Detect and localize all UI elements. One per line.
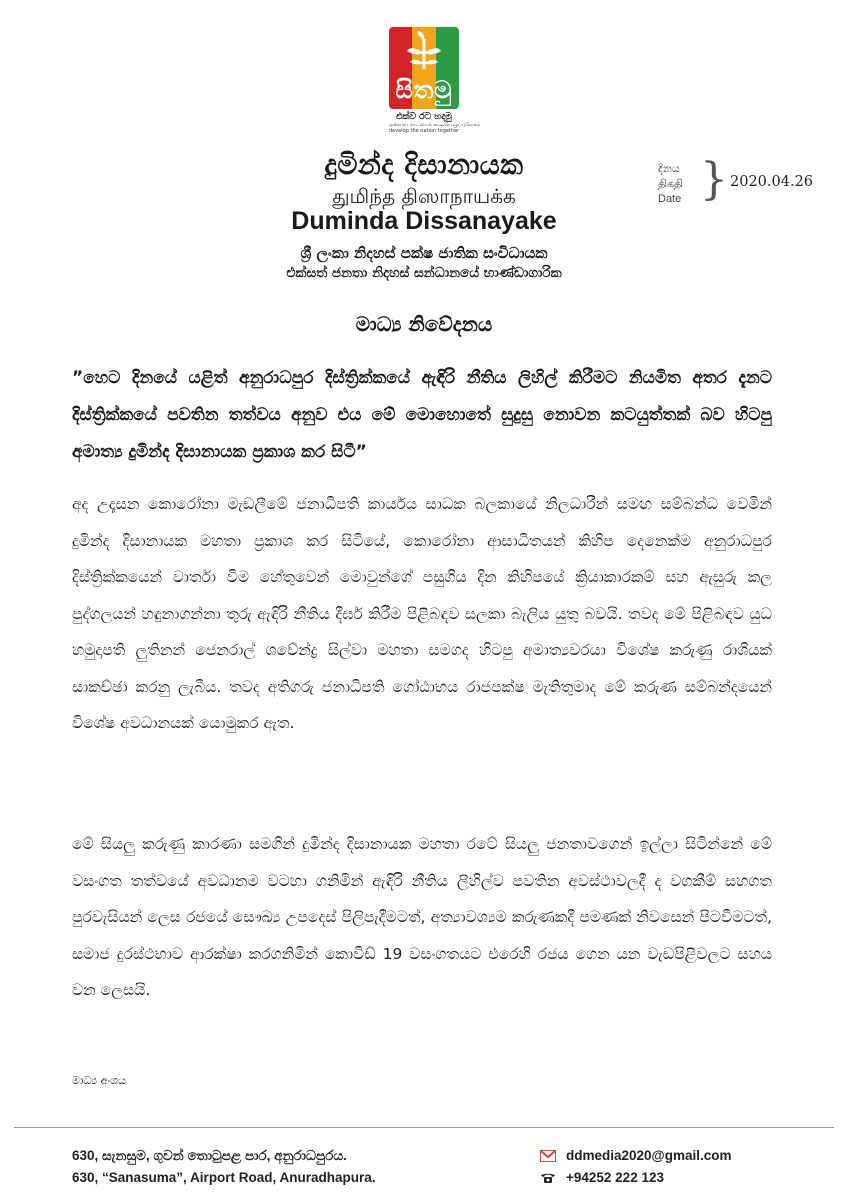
- name-sinhala: දුමින්ද දිසානායක: [324, 148, 524, 181]
- date-labels: [658, 162, 683, 207]
- document-heading: මාධ්‍ය නිවේදනය: [355, 312, 493, 336]
- party-logo: [389, 27, 481, 134]
- address-english: 630, “Sanasuma”, Airport Road, Anuradhapura.: [72, 1170, 376, 1185]
- email-address[interactable]: ddmedia2020@gmail.com: [566, 1148, 732, 1163]
- logo-tagline-english: develop the nation together: [389, 128, 460, 134]
- name-english: Duminda Dissanayake: [291, 207, 557, 235]
- headline-quote: ”හෙට දිනයේ යළිත් අනුරාධපුර දිස්ත්‍රික්කයේ ඇඳිරි නීතිය ලිහිල් කිරීමට නියමිත අතර දැනට දිස්ත්‍රික්කයේ පවතින තත්වය අනුව එය මේ මොහොතේ සුදුසු නොවන කටයුත්තක් බව හිටපු අමාත්‍ය දුමින්ද දිසානායක ප්‍රකාශ කර සිටී”: [72, 368, 772, 462]
- date-label-english: Date: [658, 193, 682, 205]
- phone-contact: [540, 1170, 664, 1185]
- date-label-tamil: திகதி: [658, 178, 684, 190]
- signature-media-division: මාධ්‍ය අංශය: [72, 1074, 126, 1087]
- logo-tagline-sinhala: එක්ව රට හදමු: [396, 112, 452, 122]
- title-party-organizer: ශ්‍රී ලංකා නිදහස් පක්ෂ ජාතික සංවිධායක: [300, 244, 548, 262]
- sprout-icon: [389, 31, 459, 71]
- logo-wordmark: සිතමු: [395, 76, 453, 104]
- brace-icon: }: [700, 154, 728, 205]
- footer-divider: [14, 1127, 834, 1128]
- name-tamil: துமிந்த திஸாநாயக்க: [332, 184, 516, 208]
- date-block: [658, 154, 818, 208]
- body-paragraph-2: මේ සියලු කරුණු කාරණා සමගින් දුමින්ද දිසානායක මහතා රටේ සියලු ජනතාවගෙන් ඉල්ලා සිටින්නේ මේ වසංගත තත්වයේ අවධානම වටහා ගනිමින් ඇඳිරි නීතිය ලිහිල්ව පවතින අවස්ථාවලදී ද වගකීම් සහගත පුරවැසියන් ලෙස රජයේ සෞඛ්‍ය උපදෙස් පිලිපැදීමටත්, අත්‍යාවශ්‍යම කරුණකදී පමණක් නිවසෙන් පිටවීමටත්, සමාජ දුරස්ථභාව ආරක්ෂා කරගනිමින් කොවිඩ් 19 වසංගතයට එරෙහි රජය ගෙන යන වැඩපිළිවලට සහය වන ලෙසයි.: [72, 835, 772, 999]
- gmail-icon: [540, 1149, 556, 1163]
- title-treasurer: එක්සත් ජනතා නිදහස් සන්ධානයේ භාණ්ඩාගාරික: [286, 265, 562, 281]
- logo-tagline-tamil: ஒன்றாய் நாட்டைக் கட்டியெழுப்புவோம்: [389, 122, 481, 128]
- phone-number[interactable]: +94252 222 123: [566, 1170, 664, 1185]
- logo-color-block: [389, 27, 459, 109]
- date-label-sinhala: දිනය: [658, 163, 680, 175]
- phone-icon: [540, 1171, 556, 1185]
- address-sinhala: 630, සැනසුම, ගුවන් තොටුපළ පාර, අනුරාධපුරය.: [72, 1148, 347, 1163]
- email-contact: [540, 1148, 731, 1163]
- date-value: 2020.04.26: [730, 174, 814, 190]
- body-paragraph-1: අද උදෑසන කොරෝනා මැඩලීමේ ජනාධිපති කාර්යය සාධක බලකායේ නිලධාරීන් සමඟ සම්බන්ධ වෙමින් දුමින්ද දිසානායක මහතා ප්‍රකාශ කර සිටියේ, කොරෝනා ආසාධිතයන් කිහිප දෙනෙක්ම අනුරාධපුර දිස්ත්‍රික්කයෙන් වාර්තා වීම හේතුවෙන් මොවුන්ගේ පසුගිය දින කිහිපයේ ක්‍රියාකාරකම් සහ ඇසුරු කල පුද්ගලයන් හඳුනාගන්නා තුරු ඇඳිරි නීතිය දීර්ඝ කිරීම පිළිබඳව සලකා බැලිය යුතු බවයි. තවද මේ පිළිබඳව යුධ හමුදාපති ලුතිනන් ජෙනරාල් ශවේන්ද්‍ර සිල්වා මහතා සමගද හිටපු අමාත්‍යවරයා විශේෂ කරුණු රාශියක් සාකච්ඡා කරනු ලැබීය. තවද අතිගරු ජනාධිපති ගෝඨාභය රාජපක්ෂ මැතිතුමාද මේ කරුණ සම්බන්දයෙන් විශේෂ අවධානයක් යොමුකර ඇත.: [72, 495, 772, 732]
